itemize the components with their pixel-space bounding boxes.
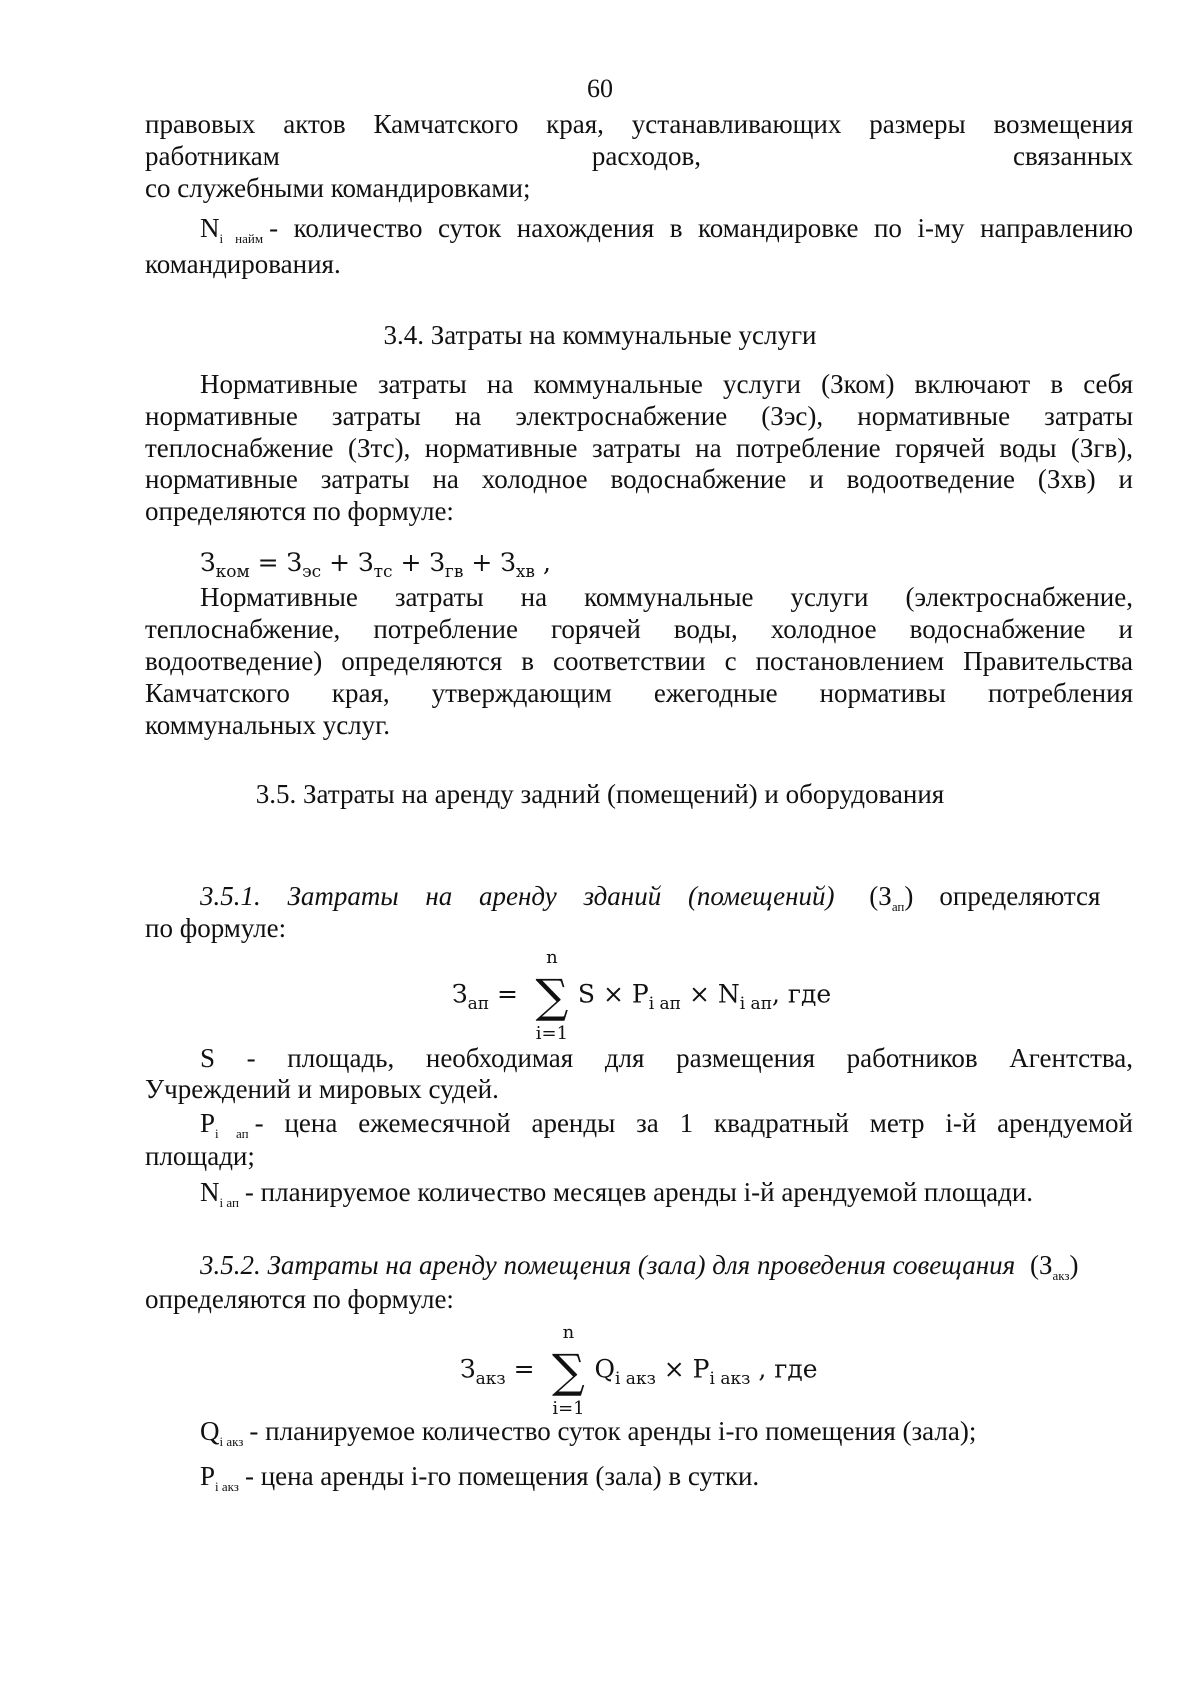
definition-line: $Q_{i акз}$ - планируемое количество суток аренды i-го помещения (зала);	[200, 1416, 977, 1449]
text-line: работникам расходов, связанных	[145, 141, 1133, 171]
subsection-3-5-2-line: 3.5.2. Затраты на аренду помещения (зала) для проведения совещания $(З_{акз})$	[200, 1250, 1079, 1283]
definition-line: $N_{i ап}$ - планируемое количество месяцев аренды i-й арендуемой площади.	[200, 1177, 1034, 1210]
symbol-subscript: i найм	[219, 231, 264, 246]
symbol: N	[200, 213, 220, 243]
definition-line: площади;	[145, 1141, 255, 1171]
paragraph-line: Нормативные затраты на коммунальные услуги (электроснабжение,	[200, 582, 1133, 612]
paragraph-line: теплоснабжение (Зтс), нормативные затраты на потребление горячей воды (Згв),	[145, 433, 1133, 463]
definition-line: Учреждений и мировых судей.	[145, 1074, 499, 1104]
definition-line	[200, 212, 1133, 249]
paragraph-line: Нормативные затраты на коммунальные услуги (Зком) включают в себя	[200, 369, 1133, 399]
definition-line: S - площадь, необходимая для размещения работников Агентства,	[200, 1043, 1133, 1073]
section-heading-3-4: 3.4. Затраты на коммунальные услуги	[383, 320, 817, 350]
text-line: со служебными командировками;	[145, 173, 531, 203]
definition-text: - количество суток нахождения в командировке по i-му направлению	[269, 213, 1133, 243]
paragraph-line: Камчатского края, утверждающим ежегодные нормативы потребления	[145, 678, 1133, 708]
text-line: определяются по формуле:	[145, 1284, 454, 1314]
section-heading-3-5: 3.5. Затраты на аренду задний (помещений) и оборудования	[255, 779, 945, 809]
sum-sign: ∑ n i=1	[535, 947, 569, 1044]
paragraph-line: теплоснабжение, потребление горячей воды, холодное водоснабжение и	[145, 614, 1133, 644]
page-number: 60	[587, 74, 613, 103]
formula-rent-hall: $З_{акз}$ = ∑ n i=1 $Q_{i акз} \times P_{i акз}$ , где	[460, 1322, 818, 1419]
subsection-title: 3.5.1. Затраты на аренду зданий (помещений)	[200, 881, 835, 911]
paragraph-line: водоотведение) определяются в соответствии с постановлением Правительства	[145, 646, 1133, 676]
subsection-title: 3.5.2. Затраты на аренду помещения (зала) для проведения совещания	[200, 1250, 1016, 1280]
definition-line: $P_{i ап}$ - цена ежемесячной аренды за 1 квадратный метр i-й арендуемой	[200, 1108, 1133, 1141]
text-line: командирования.	[145, 249, 341, 279]
paragraph-line: коммунальных услуг.	[145, 710, 390, 740]
subsection-3-5-1-line: 3.5.1. Затраты на аренду зданий (помещений) $(З_{ап})$ определяются	[200, 881, 1101, 914]
definition-line: $P_{i акз}$ - цена аренды i-го помещения (зала) в сутки.	[200, 1461, 760, 1494]
paragraph-line: нормативные затраты на холодное водоснабжение и водоотведение (Зхв) и	[145, 464, 1133, 494]
sum-sign: ∑ n i=1	[552, 1322, 585, 1419]
formula-communal: $З_{ком} = З_{эс} + З_{тс} + З_{гв} + З_{хв}$ ,	[200, 548, 551, 582]
text-line: правовых актов Камчатского края, устанавливающих размеры возмещения	[145, 109, 1133, 139]
paragraph-line: нормативные затраты на электроснабжение (Зэс), нормативные затраты	[145, 401, 1133, 431]
paragraph-line: определяются по формуле:	[145, 496, 454, 526]
text-line: по формуле:	[145, 913, 287, 943]
formula-rent-area: $З_{ап}$ = ∑ n i=1 $S \times P_{i ап} \times N_{i ап}$, где	[452, 947, 832, 1044]
